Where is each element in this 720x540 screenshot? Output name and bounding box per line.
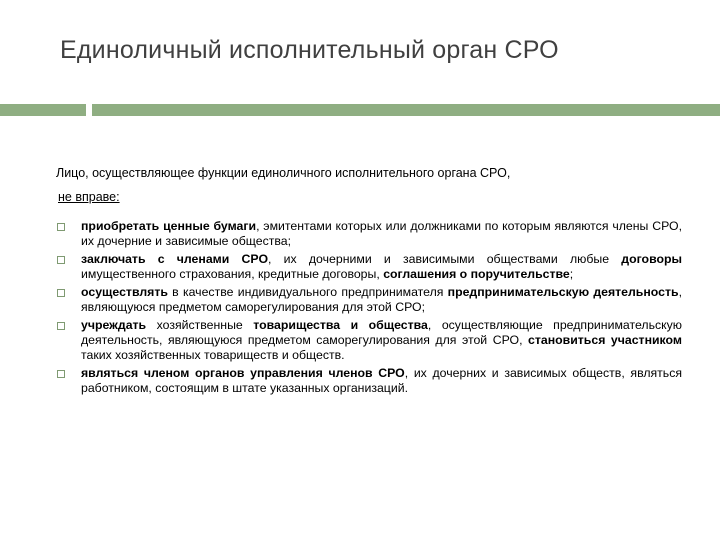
item-emphasis: являться членом органов управления членов СРО	[81, 366, 405, 380]
title-rule-left	[0, 104, 86, 116]
item-text: , эмитентами которых или должниками по которым являются члены СРО, их дочерние и зависимые общества;	[81, 219, 682, 248]
item-emphasis: договоры	[621, 252, 682, 266]
item-text: , являющуюся предметом саморегулирования для этой СРО;	[81, 285, 682, 314]
item-emphasis: соглашения о поручительстве	[383, 267, 570, 281]
item-emphasis: становиться участником	[528, 333, 682, 347]
item-emphasis: заключать с членами СРО	[81, 252, 269, 266]
intro-text: Лицо, осуществляющее функции единоличного исполнительного органа СРО,	[56, 166, 511, 180]
item-text: таких хозяйственных товариществ и обществ.	[81, 348, 345, 362]
slide-title: Единоличный исполнительный орган СРО	[60, 36, 559, 64]
item-text: имущественного страхования, кредитные договоры,	[81, 267, 384, 281]
item-text: , осуществляющие предпринимательскую деятельность, являющуюся предметом саморегулирования для этой СРО,	[81, 318, 683, 347]
list-item	[56, 285, 682, 315]
item-emphasis: товарищества и общества	[253, 318, 428, 332]
negation-text: не вправе:	[58, 190, 120, 204]
square-bullet-icon	[57, 370, 65, 378]
item-emphasis: осуществлять	[81, 285, 168, 299]
list-item	[56, 366, 682, 396]
item-emphasis: учреждать	[81, 318, 147, 332]
item-emphasis: приобретать ценные бумаги	[81, 219, 257, 233]
item-text: , их дочерних и зависимых обществ, являться работником, состоящим в штате указанных организаций.	[81, 366, 683, 395]
item-text: ;	[569, 267, 574, 281]
list-item	[56, 219, 682, 249]
title-rule-right	[92, 104, 720, 116]
square-bullet-icon	[57, 256, 65, 264]
square-bullet-icon	[57, 223, 65, 231]
list-item	[56, 252, 682, 282]
list-item	[56, 318, 682, 363]
item-emphasis: предпринимательскую деятельность	[447, 285, 679, 299]
square-bullet-icon	[57, 289, 65, 297]
item-text: хозяйственные	[146, 318, 254, 332]
item-text: , их дочерними и зависимыми обществами любые	[268, 252, 622, 266]
prohibitions-list	[56, 219, 682, 399]
item-text: в качестве индивидуального предпринимателя	[167, 285, 448, 299]
square-bullet-icon	[57, 322, 65, 330]
